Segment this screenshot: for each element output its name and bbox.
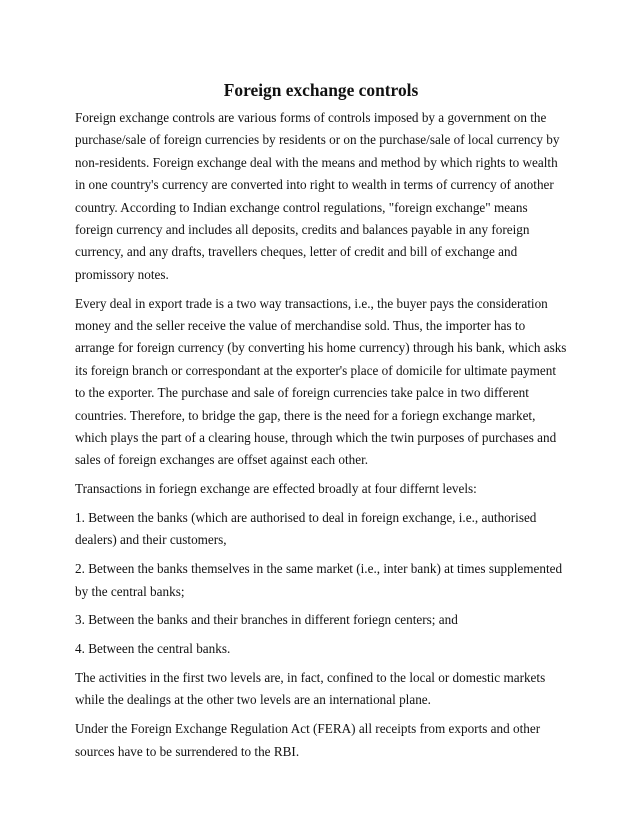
paragraph-activities: The activities in the first two levels are, in fact, confined to the local or domestic markets while the dealings at the other two levels are an international plane. bbox=[75, 670, 546, 708]
paragraph-fera: Under the Foreign Exchange Regulation Act (FERA) all receipts from exports and other sources have to be surrendered to the RBI. bbox=[75, 721, 541, 759]
list-item-level-3: 3. Between the banks and their branches in different foriegn centers; and bbox=[75, 612, 458, 628]
list-item-level-4: 4. Between the central banks. bbox=[75, 641, 231, 657]
document-title: Foreign exchange controls bbox=[223, 80, 419, 100]
paragraph-export-trade: Every deal in export trade is a two way transactions, i.e., the buyer pays the consideration money and the seller receive the value of merchandise sold. Thus, the importer has to arrange for foreign currency (by converting his home currency) through his bank, which asks its foreign branch or correspondant at the exporter's place of domicile for ultimate payment to the exporter. The purchase and sale of foreign currencies take palce in two different countries. Therefore, to bridge the gap, there is the need for a foriegn exchange market, which plays the part of a clearing house, through which the twin purposes of purchases and sales of foreign exchanges are offset against each other. bbox=[75, 295, 567, 468]
list-item-level-1: 1. Between the banks (which are authorised to deal in foreign exchange, i.e., authorised dealers) and their customers, bbox=[75, 510, 537, 548]
paragraph-levels-intro: Transactions in foriegn exchange are effected broadly at four differnt levels: bbox=[75, 481, 477, 497]
document-body bbox=[75, 79, 567, 769]
paragraph-definition: Foreign exchange controls are various forms of controls imposed by a government on the purchase/sale of foreign currencies by residents or on the purchase/sale of local currency by non-residents. Foreign exchange deal with the means and method by which rights to wealth in one country's currency are converted into right to wealth in terms of currency of another country. According to Indian exchange control regulations, "foreign exchange" means foreign currency and includes all deposits, credits and balances payable in any foreign currency, and any drafts, travellers cheques, letter of credit and bill of exchange and promissory notes. bbox=[75, 110, 560, 282]
list-item-level-2: 2. Between the banks themselves in the same market (i.e., inter bank) at times supplemented by the central banks; bbox=[75, 561, 563, 599]
